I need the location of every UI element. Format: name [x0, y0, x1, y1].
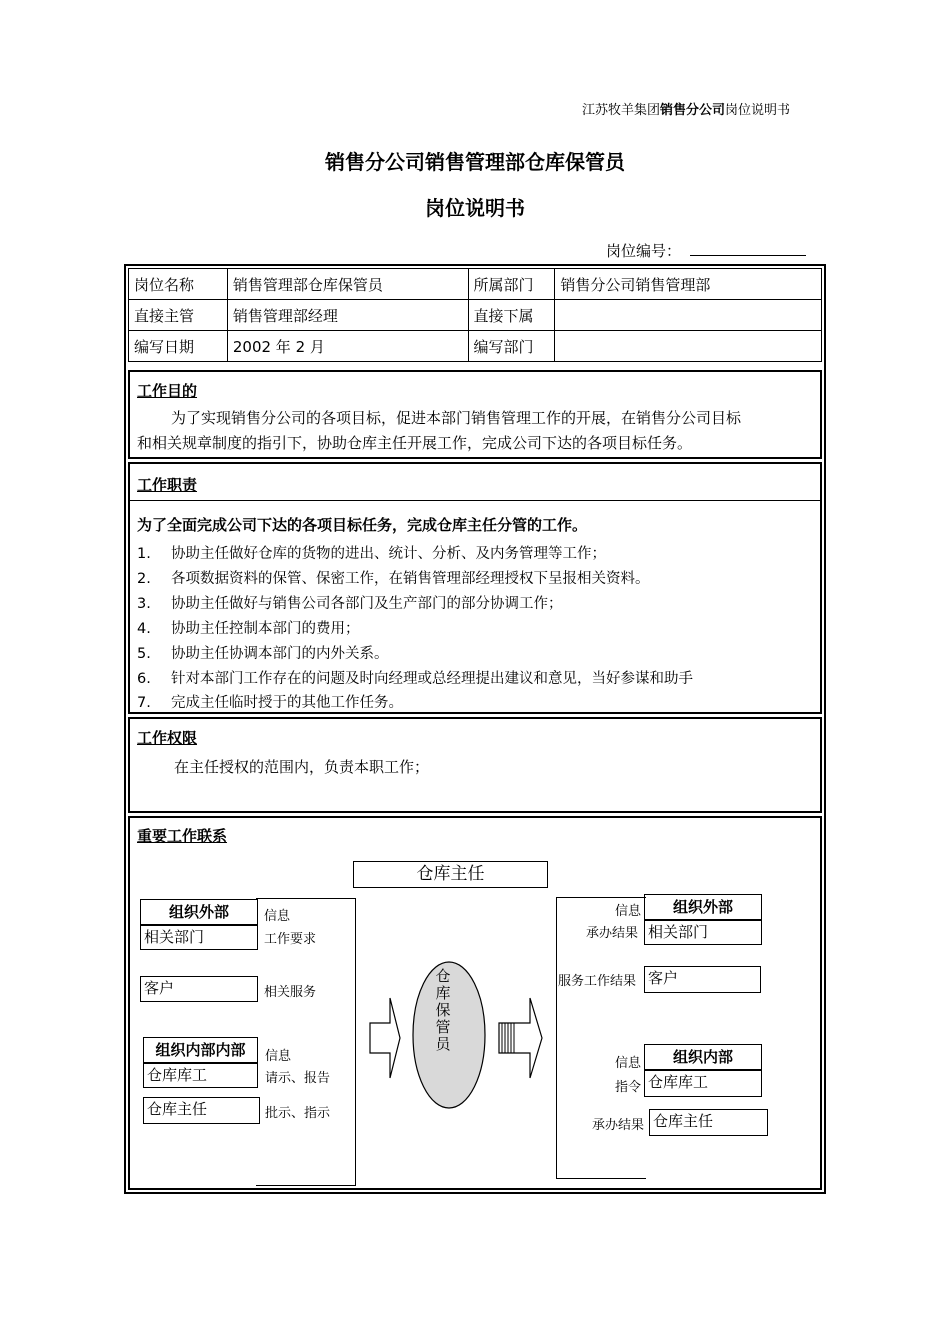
purpose-line-1: 为了实现销售分公司的各项目标，促进本部门销售管理工作的开展，在销售分公司目标 — [171, 409, 742, 427]
left-ext-label-1a: 信息 — [264, 909, 291, 924]
left-ext-item-2: 客户 — [140, 976, 258, 1002]
position-code-label: 岗位编号： — [606, 242, 682, 260]
right-int-item-1: 仓库库工 — [644, 1070, 762, 1097]
right-int-label-1a: 信息 — [615, 1056, 642, 1071]
page-title: 销售分公司销售管理部仓库保管员 — [325, 150, 625, 174]
left-internal-head: 组织内部内部 — [143, 1037, 258, 1063]
list-item: 1. 协助主任做好仓库的货物的进出、统计、分析、及内务管理等工作； — [137, 546, 606, 562]
page-subtitle: 岗位说明书 — [425, 196, 525, 220]
right-ext-item-2: 客户 — [644, 966, 761, 993]
authority-title: 工作权限 — [137, 729, 198, 747]
duties-lead: 为了全面完成公司下达的各项目标任务，完成仓库主任分管的工作。 — [137, 516, 588, 534]
right-ext-item-1: 相关部门 — [644, 920, 762, 945]
list-item: 5. 协助主任协调本部门的内外关系。 — [137, 646, 389, 662]
left-external-head: 组织外部 — [140, 899, 258, 925]
supervisor-value: 销售管理部经理 — [227, 300, 468, 331]
purpose-line-2: 和相关规章制度的指引下，协助仓库主任开展工作，完成公司下达的各项目标任务。 — [137, 434, 693, 452]
right-arrow-icon — [370, 998, 400, 1078]
author-dept-label: 编写部门 — [468, 331, 555, 362]
date-value: 2002 年 2 月 — [227, 331, 468, 362]
table-row — [129, 300, 822, 331]
left-ext-label-2: 相关服务 — [264, 985, 317, 1000]
right-int-item-2: 仓库主任 — [649, 1109, 768, 1136]
supervisor-label: 直接主管 — [129, 300, 228, 331]
right-internal-head: 组织内部 — [644, 1044, 762, 1070]
right-ext-label-1a: 信息 — [615, 904, 642, 919]
left-int-item-2: 仓库主任 — [143, 1097, 260, 1124]
duties-divider — [130, 500, 820, 501]
striped-arrow-icon — [499, 998, 542, 1078]
left-int-label-1b: 请示、报告 — [265, 1071, 331, 1086]
left-ext-label-1b: 工作要求 — [264, 932, 317, 947]
position-name-label: 岗位名称 — [129, 269, 228, 300]
right-external-head: 组织外部 — [644, 894, 762, 920]
right-int-label-1b: 指令 — [615, 1080, 642, 1095]
document-header — [582, 99, 790, 118]
list-item: 7. 完成主任临时授于的其他工作任务。 — [137, 695, 403, 711]
duties-title: 工作职责 — [137, 476, 198, 494]
table-row — [129, 331, 822, 362]
left-int-label-1a: 信息 — [265, 1049, 292, 1064]
left-int-item-1: 仓库库工 — [143, 1063, 258, 1088]
right-ext-label-1b: 承办结果 — [586, 926, 639, 941]
subordinate-value — [555, 300, 822, 331]
list-item: 2. 各项数据资料的保管、保密工作，在销售管理部经理授权下呈报相关资料。 — [137, 571, 650, 587]
left-ext-item-1: 相关部门 — [140, 925, 258, 950]
subordinate-label: 直接下属 — [468, 300, 555, 331]
relations-title: 重要工作联系 — [137, 827, 228, 845]
date-label: 编写日期 — [129, 331, 228, 362]
supervisor-box: 仓库主任 — [353, 861, 548, 888]
header-company-bold: 销售分公司 — [659, 103, 725, 118]
relations-diagram-svg — [360, 928, 560, 1153]
position-name-value: 销售管理部仓库保管员 — [227, 269, 468, 300]
header-company-suffix: 岗位说明书 — [724, 103, 790, 118]
list-item: 6. 针对本部门工作存在的问题及时向经理或总经理提出建议和意见，当好参谋和助手 — [137, 671, 693, 687]
department-label: 所属部门 — [468, 269, 555, 300]
authority-item: 在主任授权的范围内，负责本职工作； — [174, 758, 430, 776]
center-ellipse-label: 仓库保管员 — [435, 967, 451, 1053]
list-item: 3. 协助主任做好与销售公司各部门及生产部门的部分协调工作； — [137, 596, 563, 612]
department-value: 销售分公司销售管理部 — [555, 269, 822, 300]
right-ext-label-2: 服务工作结果 — [558, 974, 637, 989]
author-dept-value — [555, 331, 822, 362]
list-item: 4. 协助主任控制本部门的费用； — [137, 621, 360, 637]
left-int-label-2: 批示、指示 — [265, 1106, 331, 1121]
position-code-field — [690, 255, 806, 256]
right-int-label-2: 承办结果 — [592, 1118, 645, 1133]
info-table — [128, 268, 822, 362]
purpose-title: 工作目的 — [137, 382, 198, 400]
table-row — [129, 269, 822, 300]
header-company-prefix: 江苏牧羊集团 — [581, 103, 660, 118]
